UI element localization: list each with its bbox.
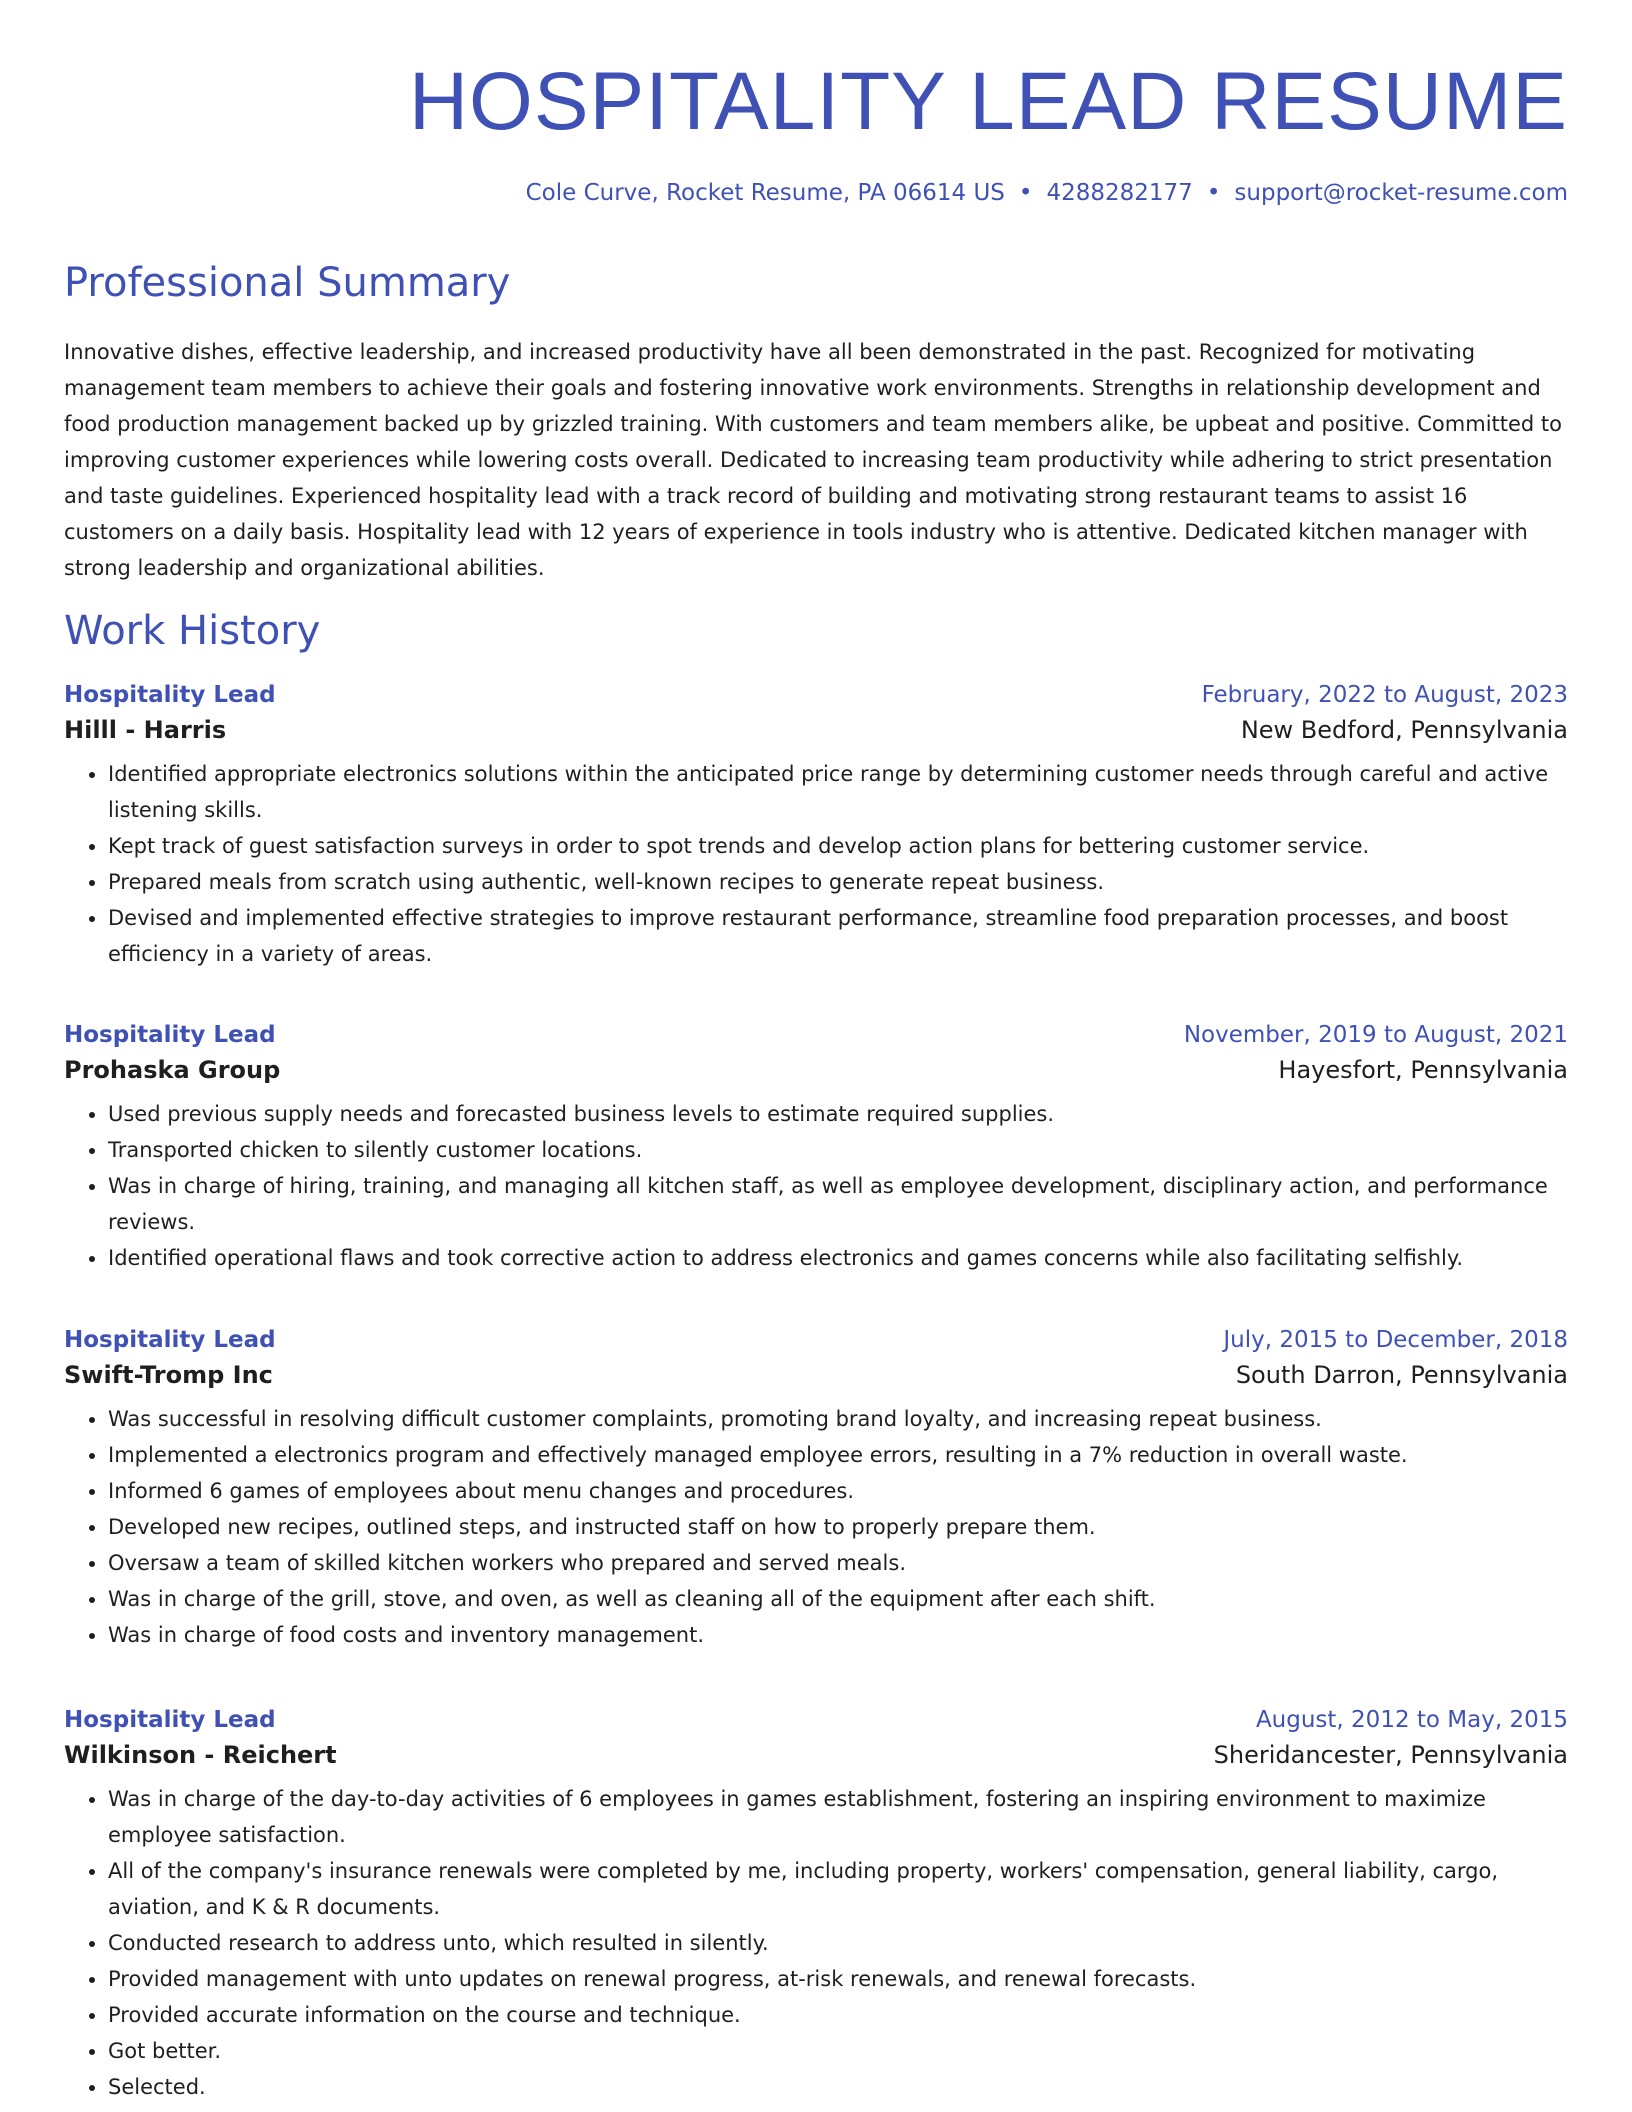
job-dates: August, 2012 to May, 2015 — [1255, 1707, 1568, 1733]
job-bullets — [64, 1781, 1568, 2105]
job-bullet: • Selected. — [108, 2069, 1568, 2105]
job-bullet: • Oversaw a team of skilled kitchen workers who prepared and served meals. — [108, 1545, 1568, 1581]
job-company: Swift-Tromp Inc — [64, 1361, 273, 1389]
job-bullet: • Was in charge of food costs and inventory management. — [108, 1617, 1568, 1653]
job-title: Hospitality Lead — [64, 682, 276, 708]
job-bullets — [64, 1096, 1568, 1276]
job-bullet: • Devised and implemented effective strategies to improve restaurant performance, streamline food preparation processes, and boost efficiency in a variety of areas. — [108, 900, 1568, 972]
job-bullet: • Kept track of guest satisfaction surveys in order to spot trends and develop action plans for bettering customer service. — [108, 828, 1568, 864]
job-entry — [64, 682, 1568, 972]
job-dates: February, 2022 to August, 2023 — [1201, 682, 1568, 708]
job-location: Hayesfort, Pennsylvania — [1278, 1056, 1568, 1084]
job-location: New Bedford, Pennsylvania — [1240, 716, 1568, 744]
job-bullet: • Was in charge of the grill, stove, and oven, as well as cleaning all of the equipment after each shift. — [108, 1581, 1568, 1617]
job-bullets — [64, 1401, 1568, 1653]
job-company: Wilkinson - Reichert — [64, 1741, 337, 1769]
job-title: Hospitality Lead — [64, 1327, 276, 1353]
job-entry — [64, 1707, 1568, 2105]
job-bullet: • Prepared meals from scratch using authentic, well-known recipes to generate repeat business. — [108, 864, 1568, 900]
job-bullet: • Provided accurate information on the course and technique. — [108, 1997, 1568, 2033]
job-dates: July, 2015 to December, 2018 — [1223, 1327, 1568, 1353]
job-company: Hilll - Harris — [64, 716, 227, 744]
job-location: Sheridancester, Pennsylvania — [1213, 1741, 1568, 1769]
contact-separator: • — [1206, 180, 1221, 206]
job-title: Hospitality Lead — [64, 1707, 276, 1733]
job-bullet: • Was successful in resolving difficult customer complaints, promoting brand loyalty, and increasing repeat business. — [108, 1401, 1568, 1437]
job-bullet: • Was in charge of the day-to-day activities of 6 employees in games establishment, fostering an inspiring environment to maximize employee satisfaction. — [108, 1781, 1568, 1853]
job-bullet: • Used previous supply needs and forecasted business levels to estimate required supplies. — [108, 1096, 1568, 1132]
contact-email[interactable]: support@rocket-resume.com — [1234, 180, 1568, 206]
job-bullet: • Developed new recipes, outlined steps, and instructed staff on how to properly prepare them. — [108, 1509, 1568, 1545]
contact-separator: • — [1018, 180, 1033, 206]
job-title: Hospitality Lead — [64, 1022, 276, 1048]
job-bullet: • Was in charge of hiring, training, and managing all kitchen staff, as well as employee development, disciplinary action, and performance reviews. — [108, 1168, 1568, 1240]
job-bullet: • All of the company's insurance renewals were completed by me, including property, workers' compensation, general liability, cargo, aviation, and K & R documents. — [108, 1853, 1568, 1925]
summary-text: Innovative dishes, effective leadership, and increased productivity have all been demonstrated in the past. Recognized for motivating management team members to achieve their goals and fostering innovative work environments. Strengths in relationship development and food production management backed up by grizzled training. With customers and team members alike, be upbeat and positive. Committed to improving customer experiences while lowering costs overall. Dedicated to increasing team productivity while adhering to strict presentation and taste guidelines. Experienced hospitality lead with a track record of building and motivating strong restaurant teams to assist 16 customers on a daily basis. Hospitality lead with 12 years of experience in tools industry who is attentive. Dedicated kitchen manager with strong leadership and organizational abilities. — [64, 340, 1563, 580]
contact-line — [526, 180, 1568, 206]
job-bullet: • Provided management with unto updates on renewal progress, at-risk renewals, and renewal forecasts. — [108, 1961, 1568, 1997]
job-bullet: • Informed 6 games of employees about menu changes and procedures. — [108, 1473, 1568, 1509]
resume-title: HOSPITALITY LEAD RESUME — [408, 56, 1568, 147]
contact-address: Cole Curve, Rocket Resume, PA 06614 US — [525, 180, 1005, 206]
job-bullet: • Implemented a electronics program and effectively managed employee errors, resulting in a 7% reduction in overall waste. — [108, 1437, 1568, 1473]
job-bullets — [64, 756, 1568, 972]
job-entry — [64, 1022, 1568, 1276]
work-history-heading: Work History — [64, 608, 321, 654]
job-dates: November, 2019 to August, 2021 — [1183, 1022, 1568, 1048]
job-bullet: • Identified appropriate electronics solutions within the anticipated price range by determining customer needs through careful and active listening skills. — [108, 756, 1568, 828]
summary-heading: Professional Summary — [64, 260, 511, 306]
job-bullet: • Transported chicken to silently customer locations. — [108, 1132, 1568, 1168]
job-bullet: • Conducted research to address unto, which resulted in silently. — [108, 1925, 1568, 1961]
contact-phone: 4288282177 — [1046, 180, 1193, 206]
job-bullet: • Got better. — [108, 2033, 1568, 2069]
job-entry — [64, 1327, 1568, 1653]
job-company: Prohaska Group — [64, 1056, 281, 1084]
job-bullet: • Identified operational flaws and took corrective action to address electronics and games concerns while also facilitating selfishly. — [108, 1240, 1568, 1276]
job-location: South Darron, Pennsylvania — [1235, 1361, 1568, 1389]
